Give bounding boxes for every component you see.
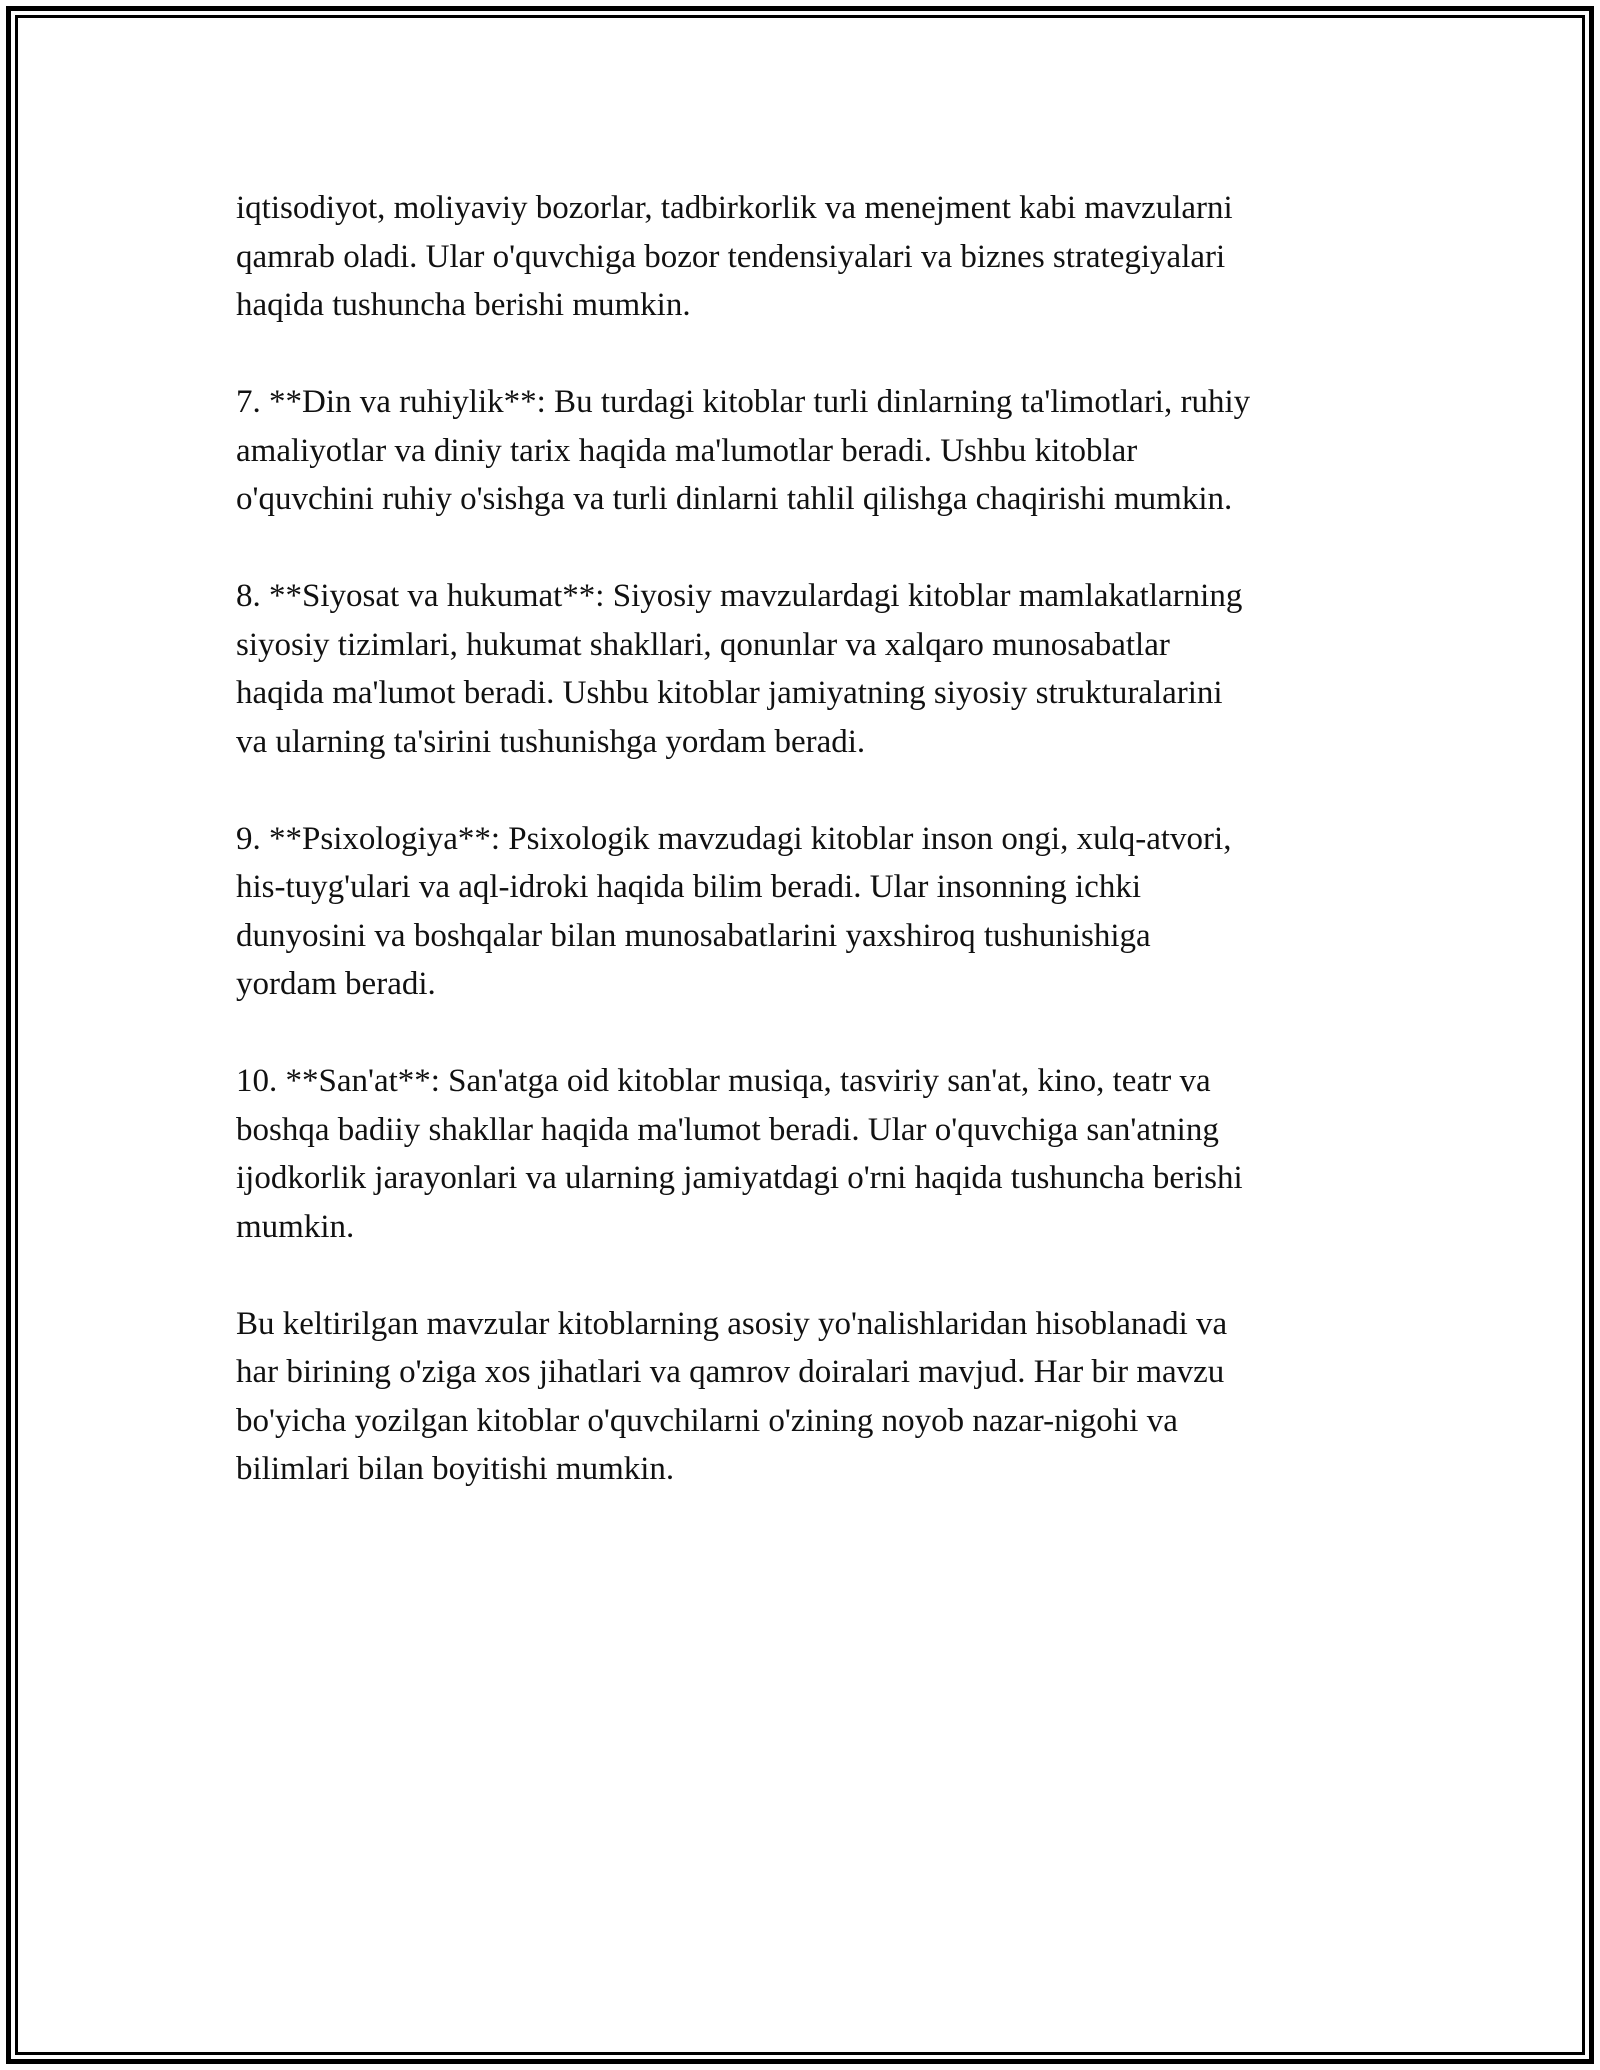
paragraph-religion: 7. **Din va ruhiylik**: Bu turdagi kitoblar turli dinlarning ta'limotlari, ruhiy amaliyotlar va diniy tarix haqida ma'lumotlar beradi. Ushbu kitoblar o'quvchini ruhiy o'sishga va turli dinlarni tahlil qilishga chaqirishi mumkin. (236, 384, 1251, 517)
paragraph-economics-continued: iqtisodiyot, moliyaviy bozorlar, tadbirkorlik va menejment kabi mavzularni qamrab oladi. Ular o'quvchiga bozor tendensiyalari va biznes strategiyalari haqida tushuncha berishi mumkin. (236, 190, 1233, 323)
document-body (236, 184, 1386, 1542)
paragraph-art: 10. **San'at**: San'atga oid kitoblar musiqa, tasviriy san'at, kino, teatr va boshqa badiiy shakllar haqida ma'lumot beradi. Ular o'quvchiga san'atning ijodkorlik jarayonlari va ularning jamiyatdagi o'rni haqida tushuncha berishi mumkin. (236, 1063, 1243, 1245)
paragraph-politics: 8. **Siyosat va hukumat**: Siyosiy mavzulardagi kitoblar mamlakatlarning siyosiy tizimlari, hukumat shakllari, qonunlar va xalqaro munosabatlar haqida ma'lumot beradi. Ushbu kitoblar jamiyatning siyosiy strukturalarini va ularning ta'sirini tushunishga yordam beradi. (236, 578, 1243, 760)
paragraph-psychology: 9. **Psixologiya**: Psixologik mavzudagi kitoblar inson ongi, xulq-atvori, his-tuyg'ulari va aql-idroki haqida bilim beradi. Ular insonning ichki dunyosini va boshqalar bilan munosabatlarini yaxshiroq tushunishiga yordam beradi. (236, 820, 1232, 1002)
paragraph-conclusion: Bu keltirilgan mavzular kitoblarning asosiy yo'nalishlaridan hisoblanadi va har birining o'ziga xos jihatlari va qamrov doiralari mavjud. Har bir mavzu bo'yicha yozilgan kitoblar o'quvchilarni o'zining noyob nazar-nigohi va bilimlari bilan boyitishi mumkin. (236, 1305, 1228, 1487)
